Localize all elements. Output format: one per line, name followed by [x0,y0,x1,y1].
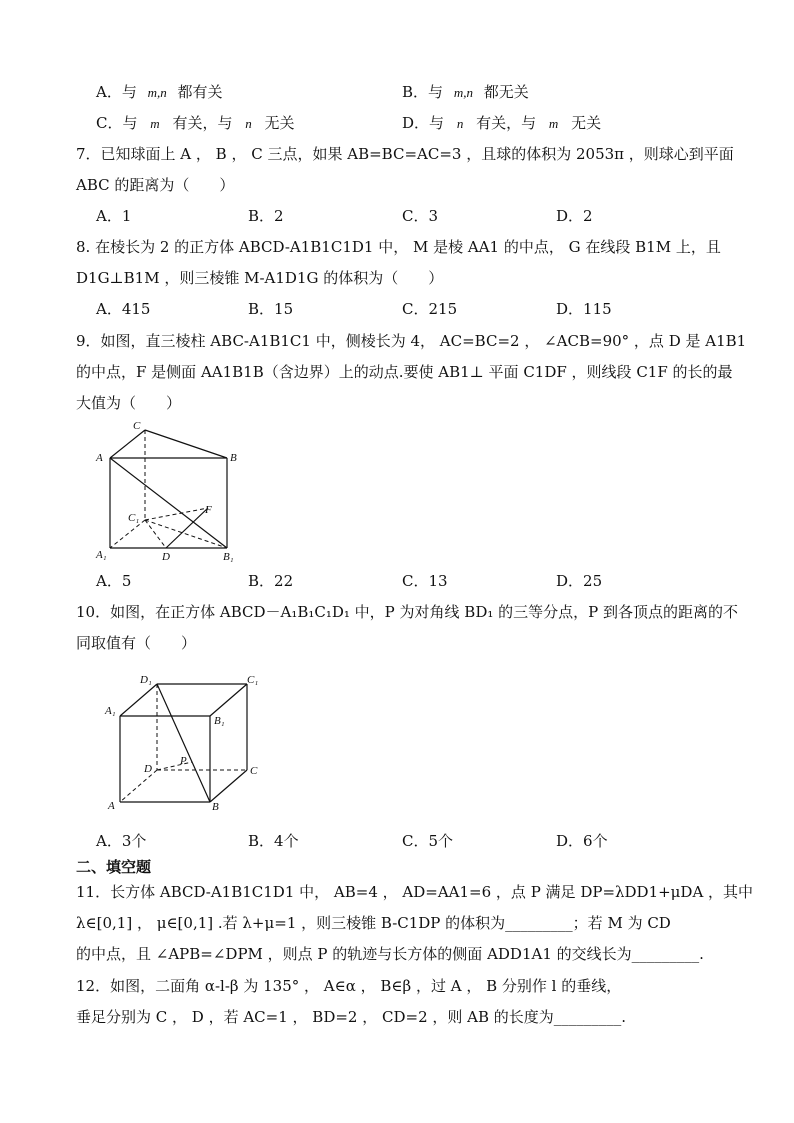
q9-line2: 的中点，F 是侧面 AA1B1B（含边界）上的动点.要使 AB1⊥ 平面 C1DF ，则线段 C1F 的长的最 [76,363,733,381]
edge-c1a1-hidden [110,520,145,548]
label-c: C [133,420,141,432]
q6-option-b-label: B．与 [402,83,444,101]
q6-option-a-var: m,n [147,85,167,100]
q12-line1: 12．如图，二面角 α-l-β 为 135° ， A∈α ， B∈β ，过 A ， B 分别作 l 的垂线， [76,977,622,995]
q8-option-a: A．415 [96,300,151,318]
q9-line1: 9．如图，直三棱柱 ABC-A1B1C1 中，侧棱长为 4， AC=BC=2 ， ∠ACB=90° ，点 D 是 A1B1 [76,332,747,350]
q10-option-b: B．4个 [248,832,299,850]
q6-option-d-var2: m [548,116,559,131]
q10-option-c: C．5个 [402,832,454,850]
q6-option-c-var2: n [245,116,252,131]
q11-line3: 的中点，且 ∠APB=∠DPM ，则点 P 的轨迹与长方体的侧面 ADD1A1 的交线长为_________. [76,945,704,963]
label-b1: B₁ [223,551,234,563]
q11-line1: 11．长方体 ABCD-A1B1C1D1 中， AB=4 ， AD=AA1=6 ，点 P 满足 DP=λDD1+μDA ，其中 [76,883,754,901]
q11-line2: λ∈[0,1] ， μ∈[0,1] .若 λ+μ=1 ，则三棱锥 B-C1DP 的体积为_________；若 M 为 CD [76,914,671,932]
q6-option-c-var1: m [150,116,160,131]
q10-line1: 10．如图，在正方体 ABCD－A₁B₁C₁D₁ 中，P 为对角线 BD₁ 的三等分点，P 到各顶点的距离的不 [76,603,738,621]
edge-cb [145,430,227,458]
label-c1: C₁ [128,512,140,524]
edge-ac [110,430,145,458]
q9-option-d: D．25 [556,572,603,590]
q6-option-c-tail: 无关 [264,114,295,132]
q10-cube-figure [100,666,270,818]
q10-line2: 同取值有（ ） [76,634,197,652]
label-d1: D₁ [140,674,152,686]
q6-option-d-mid: 有关，与 [476,114,537,132]
diagonal-bd1 [157,684,210,802]
q6-option-b [402,82,529,103]
section-heading-fill-in: 二、填空题 [76,858,152,876]
q6-option-c [96,113,295,134]
segment-dp-hidden [157,762,192,770]
label-b: B [212,801,219,813]
label-b1: B₁ [214,715,225,727]
q10-option-a: A．3个 [96,832,147,850]
q10-option-d: D．6个 [556,832,608,850]
label-c: C [250,765,258,777]
q6-option-d-label: D．与 [402,114,445,132]
q8-option-c: C．215 [402,300,458,318]
label-a: A [96,452,103,464]
edge-c1b1 [210,684,247,716]
label-a1: A₁ [96,549,107,561]
q6-option-a-tail: 都有关 [177,83,223,101]
segment-c1d-hidden [145,520,166,548]
label-d: D [162,551,170,563]
q8-option-d: D．115 [556,300,612,318]
q9-option-b: B．22 [248,572,294,590]
q6-option-b-tail: 都无关 [483,83,529,101]
label-d: D [144,763,152,775]
q7-line2: ABC 的距离为（ ） [76,176,235,194]
label-p: P [180,755,187,767]
label-f: F [205,504,212,516]
q7-option-b: B．2 [248,207,284,225]
q8-line2: D1G⊥B1M ，则三棱锥 M-A1D1G 的体积为（ ） [76,269,444,287]
q12-line2: 垂足分别为 C ， D ，若 AC=1 ， BD=2 ， CD=2 ，则 AB 的长度为_________. [76,1008,627,1026]
q6-option-c-label: C．与 [96,114,138,132]
label-a: A [108,800,115,812]
label-a1: A₁ [105,705,116,717]
q6-option-d-var1: n [456,116,464,131]
q6-option-d [402,113,601,134]
edge-a1d1 [120,684,157,716]
q9-option-c: C．13 [402,572,448,590]
q7-option-d: D．2 [556,207,593,225]
q6-option-c-mid: 有关，与 [172,114,233,132]
q6-option-d-tail: 无关 [571,114,602,132]
q7-option-c: C．3 [402,207,439,225]
q6-option-a [96,82,223,103]
label-c1: C₁ [247,674,259,686]
edge-c1b1-hidden [145,520,227,548]
q9-prism-figure [90,418,250,566]
q9-line3: 大值为（ ） [76,394,182,412]
q7-option-a: A．1 [96,207,132,225]
q9-option-a: A．5 [96,572,132,590]
q6-option-a-label: A．与 [96,83,137,101]
q6-option-b-var: m,n [453,85,473,100]
q8-option-b: B．15 [248,300,294,318]
edge-bc [210,770,247,802]
q7-line1: 7．已知球面上 A ， B ， C 三点，如果 AB=BC=AC=3 ，且球的体积为 2053π ，则球心到平面 [76,145,734,163]
label-b: B [230,452,237,464]
q8-line1: 8. 在棱长为 2 的正方体 ABCD-A1B1C1D1 中， M 是棱 AA1 的中点， G 在线段 B1M 上，且 [76,238,721,256]
